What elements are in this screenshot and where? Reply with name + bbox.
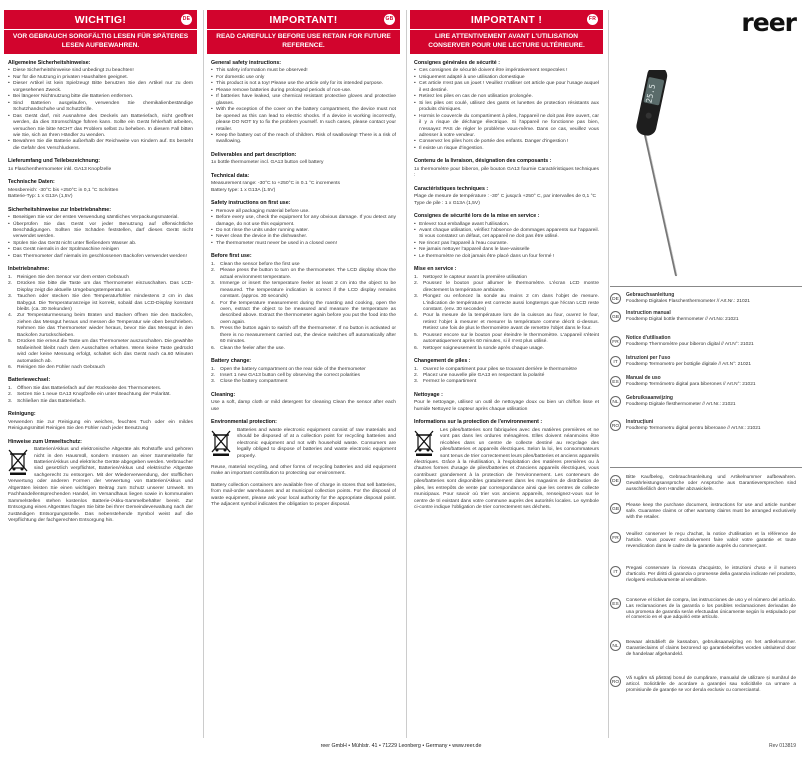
list-item: Placez une nouvelle pile GA13 en respectant la polarité bbox=[423, 373, 545, 379]
lang-code-badge: GB bbox=[610, 311, 621, 322]
list-item: Setzen Sie 1 neue GA13 Knopfzelle ein unter Beachtung der Polarität. bbox=[17, 392, 171, 398]
lang-code-badge: FR bbox=[610, 336, 621, 347]
list-item: • Bei längerer Nichtnutzung bitte die Batterien entfernen. bbox=[8, 94, 193, 100]
list-item: Nettoyez le capteur avant la première utilisation bbox=[423, 274, 528, 280]
delivery-text: 1x bottle thermometer incl. GA13 button cell battery bbox=[211, 160, 324, 166]
heading-tech: Technical data: bbox=[211, 172, 250, 179]
lang-title: Manual de uso bbox=[626, 375, 661, 381]
general-list bbox=[414, 68, 599, 152]
list-item: • Keep the battery out of the reach of children. Risk of swallowing! There is a risk of swallowing. bbox=[211, 133, 396, 146]
warranty-text: Pregasi conservare la ricevuta d'acquisto, le istruzioni d'uso e il numero d'articolo. Per diritti di garanzia o promesse della garanzia indicate nel prodotto, rivolgersi esclusivamente al venditore. bbox=[626, 566, 796, 583]
heading-env: Informations sur la protection de l'environnement : bbox=[414, 419, 543, 426]
header-de bbox=[4, 10, 197, 29]
list-item: • Überprüfen Sie das Gerät vor jeder Benutzung auf offensichtliche Beschädigungen. Sollten Sie Schäden feststellen, darf dieses Gerät nicht verwendet werden. bbox=[8, 222, 193, 241]
list-item: • With the exception of the cover on the battery compartment, the device must not be opened as this can lead to electric shocks. If a device is working incorrectly, please DO NOT try to fix the problem yourself. In such cases, please contact your retailer. bbox=[211, 107, 396, 133]
heading-env: Hinweise zum Umweltschutz: bbox=[8, 438, 82, 445]
safety-list bbox=[414, 222, 599, 261]
lang-title: Gebrauchsanleitung bbox=[626, 292, 675, 298]
revision-label: Rev 013819 bbox=[769, 743, 796, 749]
heading-general: Consignes générales de sécurité : bbox=[414, 60, 500, 66]
list-item: Open the battery compartment on the rear side of the thermometer bbox=[220, 366, 366, 372]
battery-list bbox=[211, 367, 396, 386]
list-item: • Do not rinse the units under running water. bbox=[211, 228, 396, 234]
lang-badge: FR bbox=[587, 14, 598, 25]
lang-product: Foodtemp Termometro per bottiglie digitale // Art.N°: 21021 bbox=[626, 361, 752, 367]
crossed-bin-icon bbox=[8, 449, 30, 475]
list-item: Zur Temperaturmessung beim Braten und Backen öffnen Sie den Backofen, ziehen das Messgut heraus und messen die Temperatur wie oben beschrieben. Nehmen Sie das Thermometer wieder heraus, bevor Sie das Messgut in den Backofen zurückschieben. bbox=[17, 313, 193, 338]
clean-text: Verwenden Sie zur Reinigung ein weiches, feuchtes Tuch oder ein mildes Reinigungsmittel Reinigen Sie den Fühler nach jeder Benutzung bbox=[8, 419, 193, 432]
warranty-row bbox=[610, 598, 800, 621]
list-item: Pour la mesure de la température lors de la cuisson au four, ouvrez le four, retirez l'objet à mesurer et mesurer la température comme décrit ci-dessus. Retirez une fois de plus le thermomètre avant de remettre l'objet dans le four. bbox=[423, 313, 599, 332]
warranty-row bbox=[610, 532, 800, 549]
list-item: For the temperature measurement during the roasting and cooking, open the oven, extract the object to be measured and measure the temperature as described above. Extract the thermometer again before you put the food into the oven again. bbox=[220, 300, 396, 325]
env-paragraph: Batteries and waste electronic equipment consist of raw materials and should be disposed of at a collection point for recycling batteries and electronic equipment and not with household waste. Consumers are legally obliged to dispose of batteries and waste electronic equipment properly. bbox=[237, 427, 396, 459]
list-item: Fermez le compartiment bbox=[423, 379, 477, 385]
list-item: • Conservez les piles hors de portée des enfants. Danger d'ingestion ! bbox=[414, 139, 599, 145]
subtitle-gb: READ CAREFULLY BEFORE USE RETAIN FOR FUTURE REFERENCE. bbox=[207, 30, 400, 54]
language-row bbox=[610, 420, 800, 432]
heading-delivery: Lieferumfang und Teilebezeichnung: bbox=[8, 158, 101, 165]
lang-code-badge: IT bbox=[610, 566, 621, 577]
thermometer-image bbox=[630, 70, 690, 290]
lang-text bbox=[626, 356, 751, 368]
env-text bbox=[8, 447, 193, 524]
reer-logo: reer bbox=[741, 8, 796, 37]
lang-badge: DE bbox=[181, 14, 192, 25]
list-item: • Ne rincez pas l'appareil à l'eau courante. bbox=[414, 241, 599, 247]
language-row bbox=[610, 311, 800, 323]
warranty-text: Bitte Kaufbeleg, Gebrauchsanleitung und Artikelnummer aufbewahren. Gewährleistungsansprüche oder Ansprüche aus Garantieversprechen sind ausschließlich dem Händler abzuwickeln. bbox=[626, 475, 796, 492]
list-item: • Das Thermometer darf niemals im geschlossenen Backofen verwendet werden! bbox=[8, 254, 193, 260]
lang-title: Notice d'utilisation bbox=[626, 335, 671, 341]
lang-text bbox=[626, 396, 736, 408]
lang-text bbox=[626, 376, 756, 388]
list-item: • Dieser Artikel ist kein Spielzeug! Bitte benutzen Sie den Artikel nur zu dem vorgesehenen Zweck. bbox=[8, 81, 193, 94]
list-item: Reinigen Sie den Fühler nach Gebrauch bbox=[17, 365, 106, 371]
list-item: Plongez ou enfoncez la sonde au moins 2 cm dans l'objet de mesure. L'indication de température est correcte aussi longtemps que l'écran LCD reste constant. (env. 30 secondes) bbox=[423, 294, 599, 312]
list-item: Drücken Sie erneut die Taste um das Thermometer auszuschalten. Die gewählte Maßeinheit bleibt nach dem Ausschalten erhalten. Wenn keine Taste gedrückt wird oder keine Messung erfolgt, schaltet sich das Gerät nach ca.60 Minuten automatisch ab. bbox=[17, 339, 194, 364]
heading-delivery: Contenu de la livraison, désignation des composants : bbox=[414, 158, 552, 165]
tech-line: Plage de mesure de température : -30° C jusqu'à +250° C, par intervalles de 0,1 °C bbox=[414, 194, 597, 200]
delivery-text: 1x thermomètre pour biberon, pile bouton GA13 fournie Caractéristiques techniques : bbox=[414, 166, 599, 179]
tech-line: Measurement range: -30°C to +250°C in 0.1 °C increments bbox=[211, 181, 341, 187]
list-item: • Hormis le couvercle du compartiment à piles, l'appareil ne doit pas être ouvert, car il y a risque de décharge électrique. Si l'appareil ne fonctionne pas bien, n'essayez PAS de régler le problème vous-même. Dans ce cas, veuillez vous adresser à votre vendeur. bbox=[414, 114, 599, 140]
warranty-row bbox=[610, 640, 800, 657]
header-gb bbox=[207, 10, 400, 29]
list-item: • Si les piles ont coulé, utilisez des gants et lunettes de protection résistants aux produits chimiques. bbox=[414, 101, 599, 114]
env-text bbox=[211, 428, 396, 460]
heading-battery: Battery change: bbox=[211, 358, 252, 365]
lang-code-badge: DE bbox=[610, 293, 621, 304]
crossed-bin-icon bbox=[211, 430, 233, 456]
list-item: Öffnen Sie das Batteriefach auf der Rückseite des Thermometers. bbox=[17, 385, 162, 391]
subtitle-de: VOR GEBRAUCH SORGFÄLTIG LESEN FÜR SPÄTERES LESEN AUFBEWAHREN. bbox=[4, 30, 197, 54]
list-item: • Nur für die Nutzung in privaten Haushalten geeignet. bbox=[8, 75, 193, 81]
lang-text bbox=[626, 311, 739, 323]
delivery-text: 1x Flaschenthermometer inkl. GA13 Knopfzelle bbox=[8, 166, 112, 172]
language-row bbox=[610, 293, 800, 305]
lang-code-badge: ES bbox=[610, 598, 621, 609]
list-item: Clean the feeler after the use. bbox=[220, 345, 286, 351]
list-item: • Bewahren Sie die Batterie außerhalb der Reichweite von Kindern auf. Es besteht die Gefahr des Verschluckens. bbox=[8, 139, 193, 152]
list-item: Reinigen Sie den Sensor vor dem ersten Gebrauch bbox=[17, 274, 129, 280]
heading-safety: Safety instructions on first use: bbox=[211, 200, 291, 207]
heading-use: Inbetriebnahme: bbox=[8, 266, 50, 273]
heading-general: General safety instructions: bbox=[211, 60, 282, 66]
lang-code-badge: DE bbox=[610, 475, 621, 486]
env-paragraph: Les piles/batteries sont fabriquées avec des matières premières et ne vont pas dans les ordures ménagères. Elles doivent néanmoins être récoltées dans un centre de collecte destiné au recyclage des piles/batteries et appareils électriques. Selon la loi, les consommateurs sont tenus de trier correctement leurs piles/batteries et anciens appareils électriques. Grâce à la réutilisation, à l'exploitation des matières premières ou à d'autres formes d'usage de piles/batteries et d'anciens appareils électriques, vous contribuez grandement à la protection de l'environnement. Les conteneurs de piles/batteries sont disponibles gratuitement dans les magasins de distribution de piles, les entrepôts de vente par correspondance ainsi que les centres de collecte municipaux. Pour savoir où trier vos anciens appareils, renseignez-vous sur le centre de tri existant dans votre commune auprès des autorités locales. Le symbole ci-contre indique l'obligation de trier correctement ses déchets. bbox=[414, 427, 599, 511]
lang-product: Foodtemp Digitale flesthermometer // Art.Nr.: 21021 bbox=[626, 401, 736, 407]
lang-product: Foodtemp Digitales Flaschenthermometer // Art.Nr.: 21021 bbox=[626, 298, 750, 304]
lang-product: Foodtemp Termómetro digital para biberones // Art.N°: 21021 bbox=[626, 381, 756, 387]
list-item: Schließen Sie das Batteriefach. bbox=[17, 398, 86, 404]
general-list bbox=[8, 68, 193, 152]
warranty-text: Veuillez conserver le reçu d'achat, la notice d'utilisation et la référence de l'article. Vous pouvez exclusivement faire valoir votre garantie et toute revendication dans le cadre de la garantie auprès du commerçant. bbox=[626, 532, 796, 549]
body-fr bbox=[410, 60, 603, 512]
list-item: Poussez encore sur le bouton pour éteindre le thermomètre. L'appareil s'éteint automatiquement après 60 minutes, si il n'est plus utilisé. bbox=[423, 332, 599, 345]
list-item: • Enlevez tout emballage avant l'utilisation. bbox=[414, 222, 599, 228]
list-item: • This product is not a toy! Please use the article only for its intended purpose. bbox=[211, 81, 396, 87]
list-item: • Das Gerät niemals in der Spülmaschine reinigen bbox=[8, 247, 193, 253]
warranty-row bbox=[610, 676, 800, 693]
lang-text bbox=[626, 293, 750, 305]
crossed-bin-icon bbox=[414, 430, 436, 456]
list-item: • Avant chaque utilisation, vérifiez l'absence de dommages apparents sur l'appareil. Si vous constatez un défaut, cet appareil ne doit pas être utilisé. bbox=[414, 228, 599, 241]
language-row bbox=[610, 356, 800, 368]
lang-product: Foodtemp Digital bottle thermometer // Art.No: 21021 bbox=[626, 316, 739, 322]
general-list bbox=[211, 68, 396, 145]
list-item: • Spülen Sie das Gerät nicht unter fließendem Wasser ab. bbox=[8, 241, 193, 247]
list-item: Nettoyer soigneusement la sonde après chaque usage. bbox=[423, 345, 545, 351]
tech-line: Battery type: 1 x G13A (1.5V) bbox=[211, 187, 276, 193]
header-title: IMPORTANT! bbox=[269, 13, 338, 26]
env-paragraph-2: Reuse, material recycling, and other forms of recycling batteries and old equipment make an important contribution to protecting our environment. bbox=[211, 465, 396, 477]
warranty-text: Bewaar alstublieft de kassabon, gebruiksaanwijzing en het artikelnummer. Garantieclaims of claims bezorend op garantiebeloftes worden uitsluitend door de handelaar afgehandeld. bbox=[626, 640, 796, 657]
list-item: Immerge or insert the temperature feeler at least 2 cm into the object to be measured. The temperature indication is correct if the LCD display remains constant. (approx. 30 seconds) bbox=[220, 281, 396, 300]
heading-general: Allgemeine Sicherheitshinweise: bbox=[8, 60, 91, 66]
list-item: • Ces consignes de sécurité doivent être impérativement respectées ! bbox=[414, 68, 599, 74]
language-row bbox=[610, 396, 800, 408]
heading-tech: Technische Daten: bbox=[8, 179, 55, 186]
env-paragraph: Batterien/Akkus und elektronische Altgeräte als Rohstoffe und gehören nicht in den Hausmüll, sondern müssen an einer Sammelstelle für Batterien/Akkus und elektrische Geräte abgegeben werden. Verbraucher sind gesetzlich verpflichtet, Batterien/Akkus und elektrische Altgeräte sachgerecht zu entsorgen. Mit der Wiederverwendung, der stofflichen Verwertung oder anderen Formen der Verwertung von Batterien/Akkus und Altgeräten leisten Sie einen wichtigen Beitrag zum Schutz unserer Umwelt. Im Fachhandel/entsprechenden Handel, im Versandhaus liegen sowie in kommunalen Sammelstellen stehen kostenlos Batterie-/Akku-Sammelbehälter bereit. Zur Entsorgung eines Altgerätes fragen Sie bitte bei Ihrer Gemeindeverwaltung nach der zuständigen Entsorgungsstelle. Das nebenstehende Symbol weist auf die Verpflichtung der fachgerechten Entsorgung hin. bbox=[8, 447, 193, 524]
battery-list bbox=[414, 367, 599, 386]
lang-code-badge: IT bbox=[610, 356, 621, 367]
lang-product: Foodtemp Thermomètre pour biberon digital // Art.N°: 21021 bbox=[626, 341, 754, 347]
lang-code-badge: NL bbox=[610, 396, 621, 407]
heading-clean: Reinigung: bbox=[8, 411, 36, 418]
warranty-row bbox=[610, 503, 800, 520]
list-item: Ouvrez le compartiment pour piles se trouvant derrière le thermomètre bbox=[423, 366, 577, 372]
list-item: Drücken Sie bitte die Taste um das Thermometer einzuschalten. Das LCD-Display zeigt die aktuelle Umgebungstemperatur an. bbox=[17, 281, 193, 293]
header-title: IMPORTANT ! bbox=[470, 13, 543, 26]
use-list bbox=[414, 275, 599, 352]
lcd-readout: 25.5 bbox=[644, 83, 658, 104]
heading-battery: Changement de piles : bbox=[414, 358, 471, 365]
body-de bbox=[4, 60, 197, 525]
list-item: Close the battery compartment bbox=[220, 379, 288, 385]
lang-code-badge: RO bbox=[610, 420, 621, 431]
tech-line: Messbereich: -30°C bis +250°C in 0,1 °C Schritten bbox=[8, 187, 119, 193]
clean-text: Use a soft, damp cloth or mild detergent for cleaning Clean the sensor after each use bbox=[211, 400, 396, 412]
warranty-text: Vă rugăm să păstrați bonul de cumpărare, manualul de utilizare și numărul de articol. Solicitările de acordare a garanției sau solicitările ca urmare a promisiunile de garanție se vor derula exclusiv cu comerciantul. bbox=[626, 676, 796, 693]
tech-line: Type de pile : 1 x G13A (1,5V) bbox=[414, 200, 480, 206]
warranty-row bbox=[610, 566, 800, 583]
column-de bbox=[4, 10, 197, 525]
warranty-text: Please keep the purchase document, instructions for use and article number safe. Guarantee claims or other warranty claims must be arranged exclusively with the retailer. bbox=[626, 503, 796, 520]
list-item: Poussez le bouton pour allumer le thermomètre. L'écran LCD montre directement la température ambiante. bbox=[423, 281, 599, 293]
lang-title: Instruction manual bbox=[626, 310, 671, 316]
list-item: • Sind Batterien ausgelaufen, verwenden Sie chemikalienbeständige Schutzhandschuhe und Schutzbrille. bbox=[8, 101, 193, 114]
list-item: • Uniquement adapté à une utilisation domestique bbox=[414, 75, 599, 81]
lang-title: Gebruiksaanwijzing bbox=[626, 395, 673, 401]
lang-title: Istruzioni per l'uso bbox=[626, 355, 671, 361]
lang-code-badge: GB bbox=[610, 503, 621, 514]
battery-list bbox=[8, 386, 193, 405]
list-item: • This safety information must be observed! bbox=[211, 68, 396, 74]
list-item: • Diese Sicherheitshinweise sind unbedingt zu beachten! bbox=[8, 68, 193, 74]
header-fr bbox=[410, 10, 603, 29]
list-item: • Remove all packaging material before use. bbox=[211, 209, 396, 215]
divider bbox=[610, 286, 802, 287]
safety-list bbox=[211, 209, 396, 248]
list-item: • Das Gerät darf, mit Ausnahme des Deckels am Batteriefach, nicht geöffnet werden, da dies Stromschläge führen kann. Sollte ein Gerät fehlerhaft arbeiten, versuchen Sie bitte NICHT das Problem selbst zu beheben. In diesem Fall bitten wie Sie, sich an Ihren Händler zu wenden. bbox=[8, 114, 193, 140]
list-item: • Never clean the device in the dishwasher. bbox=[211, 234, 396, 240]
language-row bbox=[610, 376, 800, 388]
lang-text bbox=[626, 336, 754, 348]
lang-product: Foodtemp Termometru digital pentru biberoane // Art.Nr.: 21021 bbox=[626, 425, 761, 431]
list-item: • Before every use, check the equipment for any obvious damage. If you detect any damage, do not use this equipment. bbox=[211, 215, 396, 228]
heading-clean: Nettoyage : bbox=[414, 391, 443, 398]
env-paragraph-3: Battery collection containers are available free of charge in stores that sell batteries, from mail-order warehouses and at municipal collection points. For the disposal of waste equipment, please ask your local authority for the appropriate disposal point. The adjacent symbol indicates the obligation to proper disposal. bbox=[211, 482, 396, 508]
env-text bbox=[414, 428, 599, 512]
subtitle-fr: LIRE ATTENTIVEMENT AVANT L'UTILISATION CONSERVER POUR UNE LECTURE ULTÉRIEURE. bbox=[410, 30, 603, 54]
list-item: • Beseitigen Sie vor der ersten Verwendung sämtliches Verpackungsmaterial. bbox=[8, 215, 193, 221]
list-item: Tauchen oder stecken Sie den Temperaturfühler mindestens 2 cm in das Babygut. Die Temperaturanzeige ist korrekt, sobald das LCD-Display konstant bleibt. (ca. 30 Sekunden) bbox=[17, 294, 193, 312]
heading-tech: Caractéristiques techniques : bbox=[414, 185, 489, 192]
heading-clean: Cleaning: bbox=[211, 391, 236, 398]
heading-battery: Batteriewechsel: bbox=[8, 377, 51, 384]
list-item: Insert 1 new GA13 button cell by observing the correct polarities bbox=[220, 373, 360, 379]
column-fr bbox=[410, 10, 603, 512]
lang-text bbox=[626, 420, 761, 432]
list-item: • Cet article n'est pas un jouet ! Veuillez n'utiliser cet article que pour l'usage auquel il est destiné. bbox=[414, 81, 599, 94]
warranty-row bbox=[610, 475, 800, 492]
list-item: • Retirez les piles en cas de non utilisation prolongée. bbox=[414, 94, 599, 100]
tech-line: Batterie-Typ: 1 x G13A (1,5V) bbox=[8, 194, 73, 200]
list-item: • Il existe un risque d'ingestion. bbox=[414, 146, 599, 152]
lang-code-badge: FR bbox=[610, 532, 621, 543]
header-title: WICHTIG! bbox=[74, 13, 127, 26]
list-item: Clean the sensor before the first use bbox=[220, 261, 300, 267]
language-row bbox=[610, 336, 800, 348]
list-item: • If batteries have leaked, use chemical resistant protective gloves and protective glasses. bbox=[211, 94, 396, 107]
heading-env: Environmental protection: bbox=[211, 419, 277, 426]
clean-text: Pour le nettoyage, utilisez un outil de nettoyage doux ou bien un chiffon lisse et humide Nettoyez le capteur après chaque utilisation bbox=[414, 400, 599, 412]
list-item: Please press the button to turn on the thermometer. The LCD display show the actual environment temperature. bbox=[220, 268, 396, 280]
list-item: • Please remove batteries during prolonged periods of non-use. bbox=[211, 88, 396, 94]
list-item: • Ne jamais nettoyer l'appareil dans le lave-vaisselle bbox=[414, 247, 599, 253]
heading-safety: Sicherheitshinweise zur Inbetriebnahme: bbox=[8, 206, 112, 213]
use-list bbox=[211, 262, 396, 352]
footer-address: reer GmbH • Mühlstr. 41 • 71229 Leonberg • Germany • www.reer.de bbox=[320, 743, 482, 749]
lang-code-badge: RO bbox=[610, 676, 621, 687]
list-item: Press the button again to switch off the thermometer. If no button is activated or there is no measurement carried out, the device switches off automatically after 60 minutes. bbox=[220, 326, 396, 345]
divider bbox=[610, 467, 802, 468]
heading-safety: Consignes de sécurité lors de la mise en service : bbox=[414, 213, 540, 220]
column-gb bbox=[207, 10, 400, 509]
use-list bbox=[8, 275, 193, 372]
warranty-text: Conserve el ticket de compra, las instrucciones de uso y el número del artículo. Las reclamaciones de la garantía o los posibles reclamaciones derivadas de una promesa de garantía serán efectuadas únicamente según lo estipulado por el comercio en el que adquirió este artículo. bbox=[626, 598, 796, 621]
lang-code-badge: NL bbox=[610, 640, 621, 651]
list-item: • Le thermomètre ne doit jamais être placé dans un four fermé ! bbox=[414, 254, 599, 260]
lang-code-badge: ES bbox=[610, 376, 621, 387]
safety-list bbox=[8, 215, 193, 260]
lang-badge: GB bbox=[384, 14, 395, 25]
heading-use: Mise en service : bbox=[414, 266, 457, 273]
body-gb bbox=[207, 60, 400, 509]
list-item: • For domestic use only bbox=[211, 75, 396, 81]
heading-use: Before first use: bbox=[211, 253, 252, 260]
heading-delivery: Deliverables and part description: bbox=[211, 151, 297, 158]
lang-title: Instrucțiuni bbox=[626, 419, 654, 425]
list-item: • The thermometer must never be used in a closed oven! bbox=[211, 241, 396, 247]
